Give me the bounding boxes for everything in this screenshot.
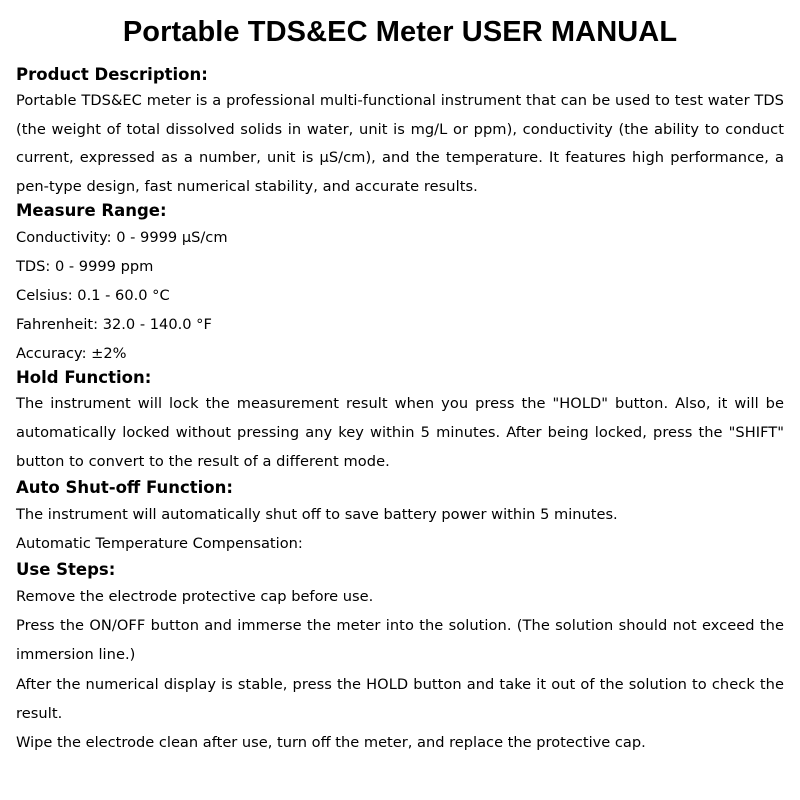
temperature-compensation-line: Automatic Temperature Compensation: <box>16 535 303 553</box>
auto-shutoff-line: The instrument will automatically shut off to save battery power within 5 minutes. <box>16 506 618 524</box>
section-hold-function <box>16 366 784 476</box>
range-item-fahrenheit: Fahrenheit: 32.0 - 140.0 °F <box>16 316 212 334</box>
section-auto-shutoff <box>16 476 784 558</box>
section-heading: Hold Function: <box>16 368 152 388</box>
section-heading: Product Description: <box>16 65 208 84</box>
description-paragraph: Portable TDS&EC meter is a professional multi-functional instrument that can be used to test water TDS (the weight of total dissolved solids in water, unit is mg/L or ppm), conductivity (the ability to conduct current, expressed as a number, unit is μS/cm), and the temperature. It features high performance, a pen-type design, fast numerical stability, and accurate results. <box>16 92 784 195</box>
section-product-description <box>16 63 784 201</box>
hold-paragraph: The instrument will lock the measurement result when you press the "HOLD" button. Also, it will be automatically locked without pressing any key within 5 minutes. After being locked, press the "SHIFT" button to convert to the result of a different mode. <box>16 395 784 470</box>
range-item-tds: TDS: 0 - 9999 ppm <box>16 258 154 276</box>
page-title: Portable TDS&EC Meter USER MANUAL <box>122 16 678 48</box>
use-step-1: Remove the electrode protective cap before use. <box>16 588 374 606</box>
section-heading: Auto Shut-off Function: <box>16 478 233 498</box>
range-item-celsius: Celsius: 0.1 - 60.0 °C <box>16 287 170 305</box>
range-item-conductivity: Conductivity: 0 - 9999 μS/cm <box>16 229 228 247</box>
section-measure-range <box>16 199 784 368</box>
use-step-2: Press the ON/OFF button and immerse the meter into the solution. (The solution should not exceed the immersion line.) <box>16 617 784 664</box>
section-use-steps <box>16 558 784 757</box>
section-heading: Use Steps: <box>16 560 116 580</box>
use-step-4: Wipe the electrode clean after use, turn off the meter, and replace the protective cap. <box>16 733 646 751</box>
range-item-accuracy: Accuracy: ±2% <box>16 345 127 363</box>
use-step-3: After the numerical display is stable, press the HOLD button and take it out of the solution to check the result. <box>16 675 784 722</box>
section-heading: Measure Range: <box>16 201 167 221</box>
